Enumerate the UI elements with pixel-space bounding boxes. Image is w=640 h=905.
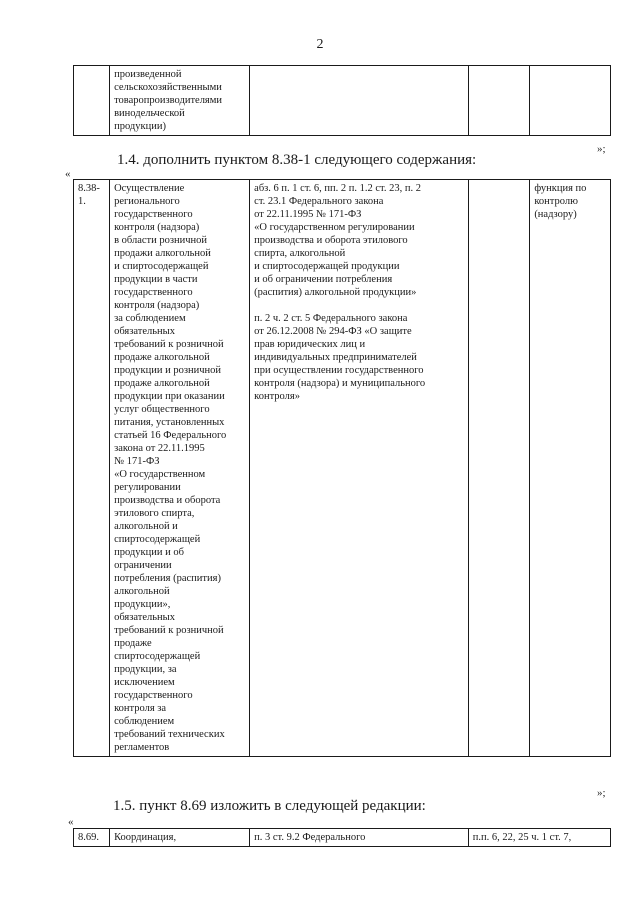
row-number-cell bbox=[74, 66, 110, 136]
opening-quote: « bbox=[68, 816, 74, 828]
table-row bbox=[74, 180, 611, 757]
item-8-38-1-table bbox=[73, 179, 611, 757]
function-type-cell bbox=[530, 66, 611, 136]
continued-table bbox=[73, 65, 611, 136]
item-8-69-table bbox=[73, 828, 611, 847]
extra-cell bbox=[468, 66, 530, 136]
table-row bbox=[74, 66, 611, 136]
section-heading-1-4: 1.4. дополнить пунктом 8.38-1 следующего содержания: bbox=[117, 152, 477, 168]
closing-quote: »; bbox=[597, 143, 606, 155]
description-cell: Координация, bbox=[110, 829, 250, 847]
table-row bbox=[74, 829, 611, 847]
function-type-cell: функция по контролю (надзору) bbox=[530, 180, 611, 757]
page-number: 2 bbox=[316, 37, 324, 52]
section-heading-1-5: 1.5. пункт 8.69 изложить в следующей редакции: bbox=[113, 798, 426, 814]
row-number-cell: 8.38-1. bbox=[74, 180, 110, 757]
extra-cell: п.п. 6, 22, 25 ч. 1 ст. 7, bbox=[468, 829, 610, 847]
opening-quote: « bbox=[65, 168, 71, 180]
closing-quote: »; bbox=[597, 787, 606, 799]
legal-basis-cell bbox=[250, 66, 469, 136]
description-cell: произведенной сельскохозяйственными товаропроизводителями винодельческой продукции) bbox=[110, 66, 250, 136]
row-number-cell: 8.69. bbox=[74, 829, 110, 847]
legal-basis-cell: абз. 6 п. 1 ст. 6, пп. 2 п. 1.2 ст. 23, п. 2 ст. 23.1 Федерального закона от 22.11.1995 № 171-ФЗ «О государственном регулировании производства и оборота этилового спирта, алкогольной и спиртосодержащей продукции и об ограничении потребления (распития) алкогольной продукции» п. 2 ч. 2 ст. 5 Федерального закона от 26.12.2008 № 294-ФЗ «О защите прав юридических лиц и индивидуальных предпринимателей при осуществлении государственного контроля (надзора) и муниципального контроля» bbox=[250, 180, 469, 757]
legal-basis-cell: п. 3 ст. 9.2 Федерального bbox=[250, 829, 469, 847]
extra-cell bbox=[468, 180, 530, 757]
description-cell: Осуществление регионального государственного контроля (надзора) в области розничной продажи алкогольной и спиртосодержащей продукции в части государственного контроля (надзора) за соблюдением обязательных требований к розничной продаже алкогольной продукции и розничной продаже алкогольной продукции при оказании услуг общественного питания, установленных статьей 16 Федерального закона от 22.11.1995 № 171-ФЗ «О государственном регулировании производства и оборота этилового спирта, алкогольной и спиртосодержащей продукции и об ограничении потребления (распития) алкогольной продукции», обязательных требований к розничной продаже спиртосодержащей продукции, за исключением государственного контроля за соблюдением требований технических регламентов bbox=[110, 180, 250, 757]
